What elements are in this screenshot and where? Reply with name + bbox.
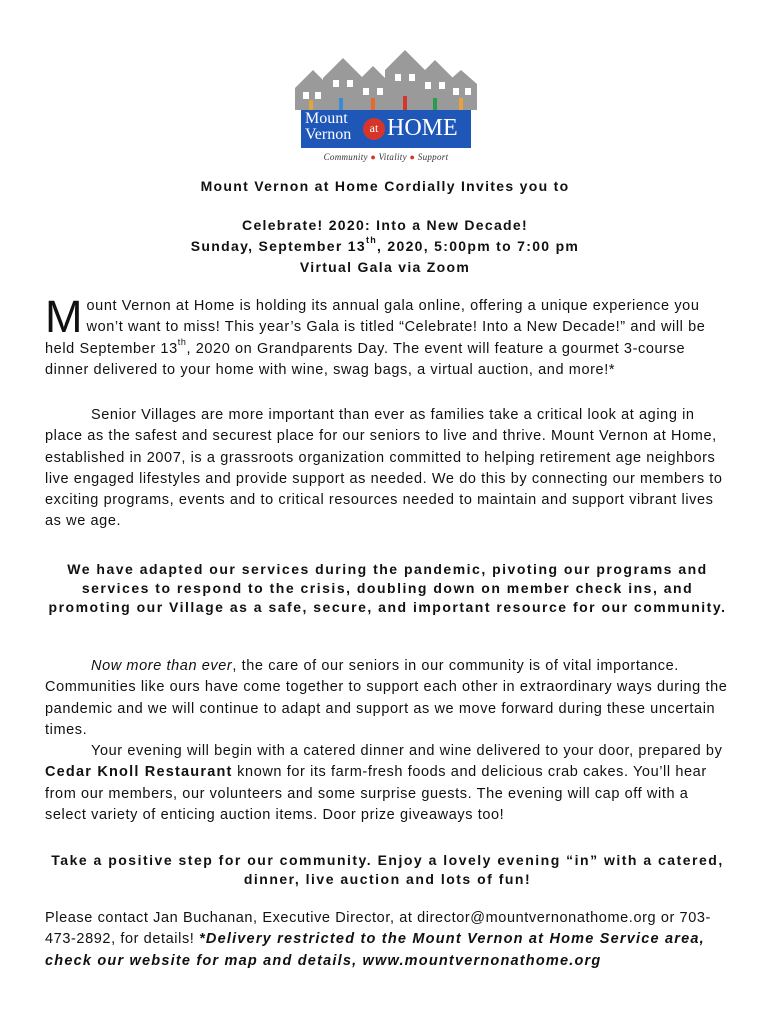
care-italic: Now more than ever <box>91 658 233 674</box>
logo-vernon: Vernon <box>305 126 352 143</box>
tagline-community: Community <box>323 152 368 162</box>
call-to-action: Take a positive step for our community. Enjoy a lovely evening “in” with a catered, dinner, live auction and lots of fun! <box>51 852 724 887</box>
logo-tagline <box>301 152 471 162</box>
tagline-vitality: Vitality <box>378 152 407 162</box>
intro-text-a: ount Vernon at Home is holding its annual gala online, offering a unique experience you won’t want to miss! This year’s Gala is titled “Celebrate! Into a New Decade!” and will be held September 13 <box>45 298 706 357</box>
date-pre: Sunday, September 13 <box>190 238 366 254</box>
contact-paragraph <box>45 908 730 972</box>
pandemic-highlight: We have adapted our services during the pandemic, pivoting our programs and services to respond to the crisis, doubling down on member check ins, and promoting our Village as a safe, secure, and important resource for our community. <box>48 561 727 615</box>
date-post: , 2020, 5:00pm to 7:00 pm <box>377 238 580 254</box>
evening-post: known for its farm-fresh foods and delicious crab cakes. You’ll hear from our members, our volunteers and some surprise guests. The evening will cap off with a select variety of enticing auction items. Door prize giveaways too! <box>45 764 707 823</box>
evening-paragraph <box>45 741 730 826</box>
evening-pre: Your evening will begin with a catered dinner and wine delivered to your door, prepared by <box>91 743 723 759</box>
logo-home: HOME <box>387 115 458 141</box>
care-paragraph <box>45 656 730 741</box>
villages-paragraph: Senior Villages are more important than ever as families take a critical look at aging in place as the safest and securest place for our seniors to live and thrive. Mount Vernon at Home, established in 2007, is a grassroots organization committed to helping retirement age neighbors live engaged lifestyles and provide support as needed. We do this by connecting our members to exciting programs, events and to critical resources needed to maintain and support vibrant lives as we age. <box>45 407 723 530</box>
tagline-support: Support <box>417 152 449 162</box>
intro-paragraph <box>45 291 730 381</box>
contact-text: Please contact Jan Buchanan, Executive Director, at director@mountvernonathome.org or 703-473-2892, for details! <box>45 910 711 948</box>
event-name: Celebrate! 2020: Into a New Decade! <box>242 217 528 233</box>
event-date <box>0 235 770 254</box>
intro-sup: th <box>177 336 187 347</box>
restaurant-name: Cedar Knoll Restaurant <box>45 764 233 781</box>
logo-at-circle: at <box>363 118 385 140</box>
mount-vernon-at-home-logo <box>293 48 477 168</box>
date-sup: th <box>365 235 378 246</box>
tagline-bullet: ● <box>370 152 377 162</box>
logo-mount: Mount <box>305 110 348 127</box>
invite-line: Mount Vernon at Home Cordially Invites you to <box>200 178 570 194</box>
intro-text-b: , 2020 on Grandparents Day. The event will feature a gourmet 3-course dinner delivered to your home with wine, swag bags, a virtual auction, and more!* <box>45 340 686 378</box>
care-text: , the care of our seniors in our community is of vital importance. Communities like ours have come together to support each other in extraordinary ways during the pandemic and we will continue to adapt and support as we move forward during these uncertain times. <box>45 658 728 738</box>
delivery-note: *Delivery restricted to the Mount Vernon at Home Service area, check our website for map and details, www.mountvernonathome.org <box>45 931 705 969</box>
drop-cap: M <box>45 291 83 342</box>
event-venue: Virtual Gala via Zoom <box>299 259 471 275</box>
tagline-bullet: ● <box>409 152 416 162</box>
